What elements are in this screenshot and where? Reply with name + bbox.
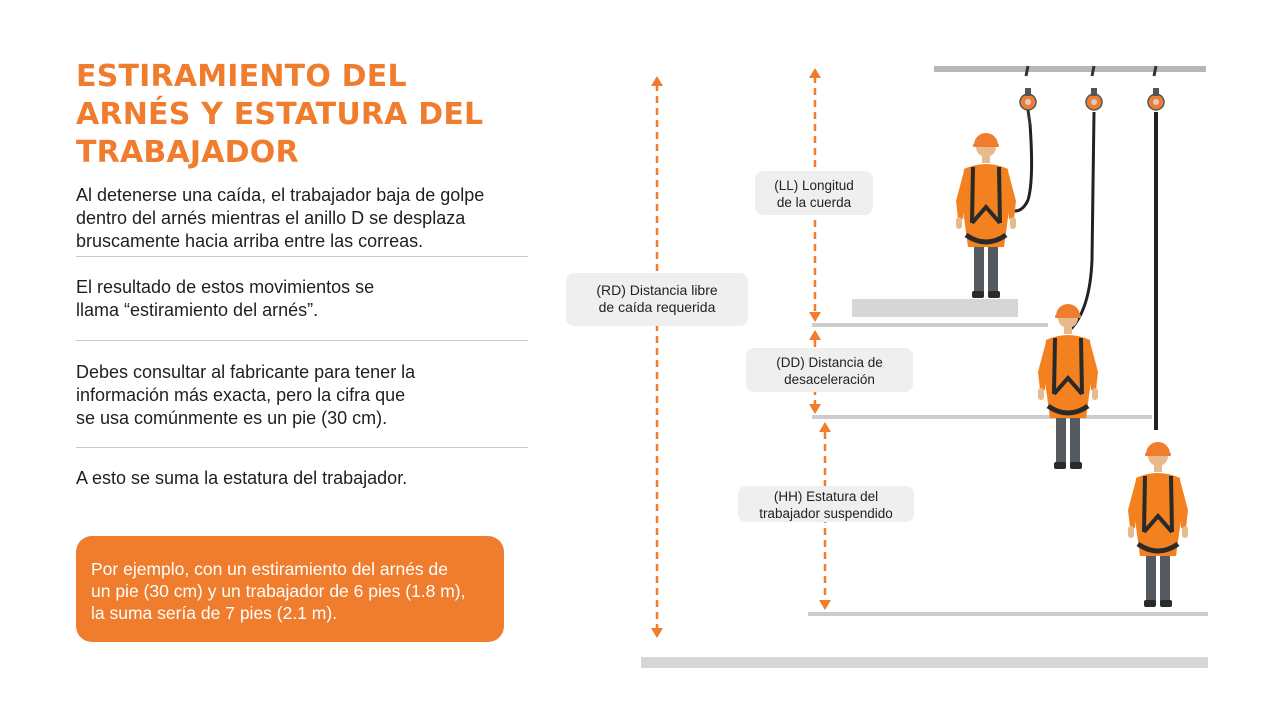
divider bbox=[76, 447, 528, 448]
harness-stretch-paragraph: El resultado de estos movimientos se llama “estiramiento del arnés”. bbox=[76, 277, 375, 320]
example-text: Por ejemplo, con un estiramiento del arnés de un pie (30 cm) y un trabajador de 6 pies (1.8 m), la suma sería de 7 pies (2.1 m). bbox=[91, 559, 466, 623]
example-callout bbox=[76, 536, 504, 642]
worker-falling bbox=[1038, 304, 1098, 469]
ll-label: (LL) Longitud de la cuerda bbox=[755, 171, 873, 215]
worker-height-paragraph: A esto se suma la estatura del trabajador. bbox=[76, 468, 408, 488]
hh-label: (HH) Estatura del trabajador suspendido bbox=[738, 486, 914, 522]
ground-level bbox=[641, 657, 1208, 668]
srl-device-3 bbox=[1148, 66, 1164, 110]
rd-arrow bbox=[651, 76, 663, 638]
page-title: ESTIRAMIENTO DEL ARNÉS Y ESTATURA DEL TRABAJADOR bbox=[76, 59, 484, 170]
deceleration-end-line bbox=[812, 415, 1152, 419]
worker-standing bbox=[956, 133, 1016, 298]
lifeline-2 bbox=[1070, 112, 1094, 330]
suspended-feet-line bbox=[808, 612, 1208, 616]
divider bbox=[76, 256, 528, 257]
srl-device-1 bbox=[1020, 66, 1036, 124]
dd-label: (DD) Distancia de desaceleración bbox=[746, 348, 913, 392]
divider bbox=[76, 340, 528, 341]
worker-suspended bbox=[1128, 442, 1188, 607]
platform-edge-line bbox=[812, 323, 1048, 327]
srl-device-2 bbox=[1086, 66, 1102, 110]
work-platform bbox=[852, 299, 1018, 317]
manufacturer-paragraph: Debes consultar al fabricante para tener la información más exacta, pero la cifra que se usa comúnmente es un pie (30 cm). bbox=[76, 362, 416, 428]
anchor-beam bbox=[934, 66, 1206, 72]
rd-label: (RD) Distancia libre de caída requerida bbox=[566, 273, 748, 326]
intro-paragraph: Al detenerse una caída, el trabajador baja de golpe dentro del arnés mientras el anillo D se desplaza bruscamente hacia arriba entre las correas. bbox=[76, 185, 485, 251]
